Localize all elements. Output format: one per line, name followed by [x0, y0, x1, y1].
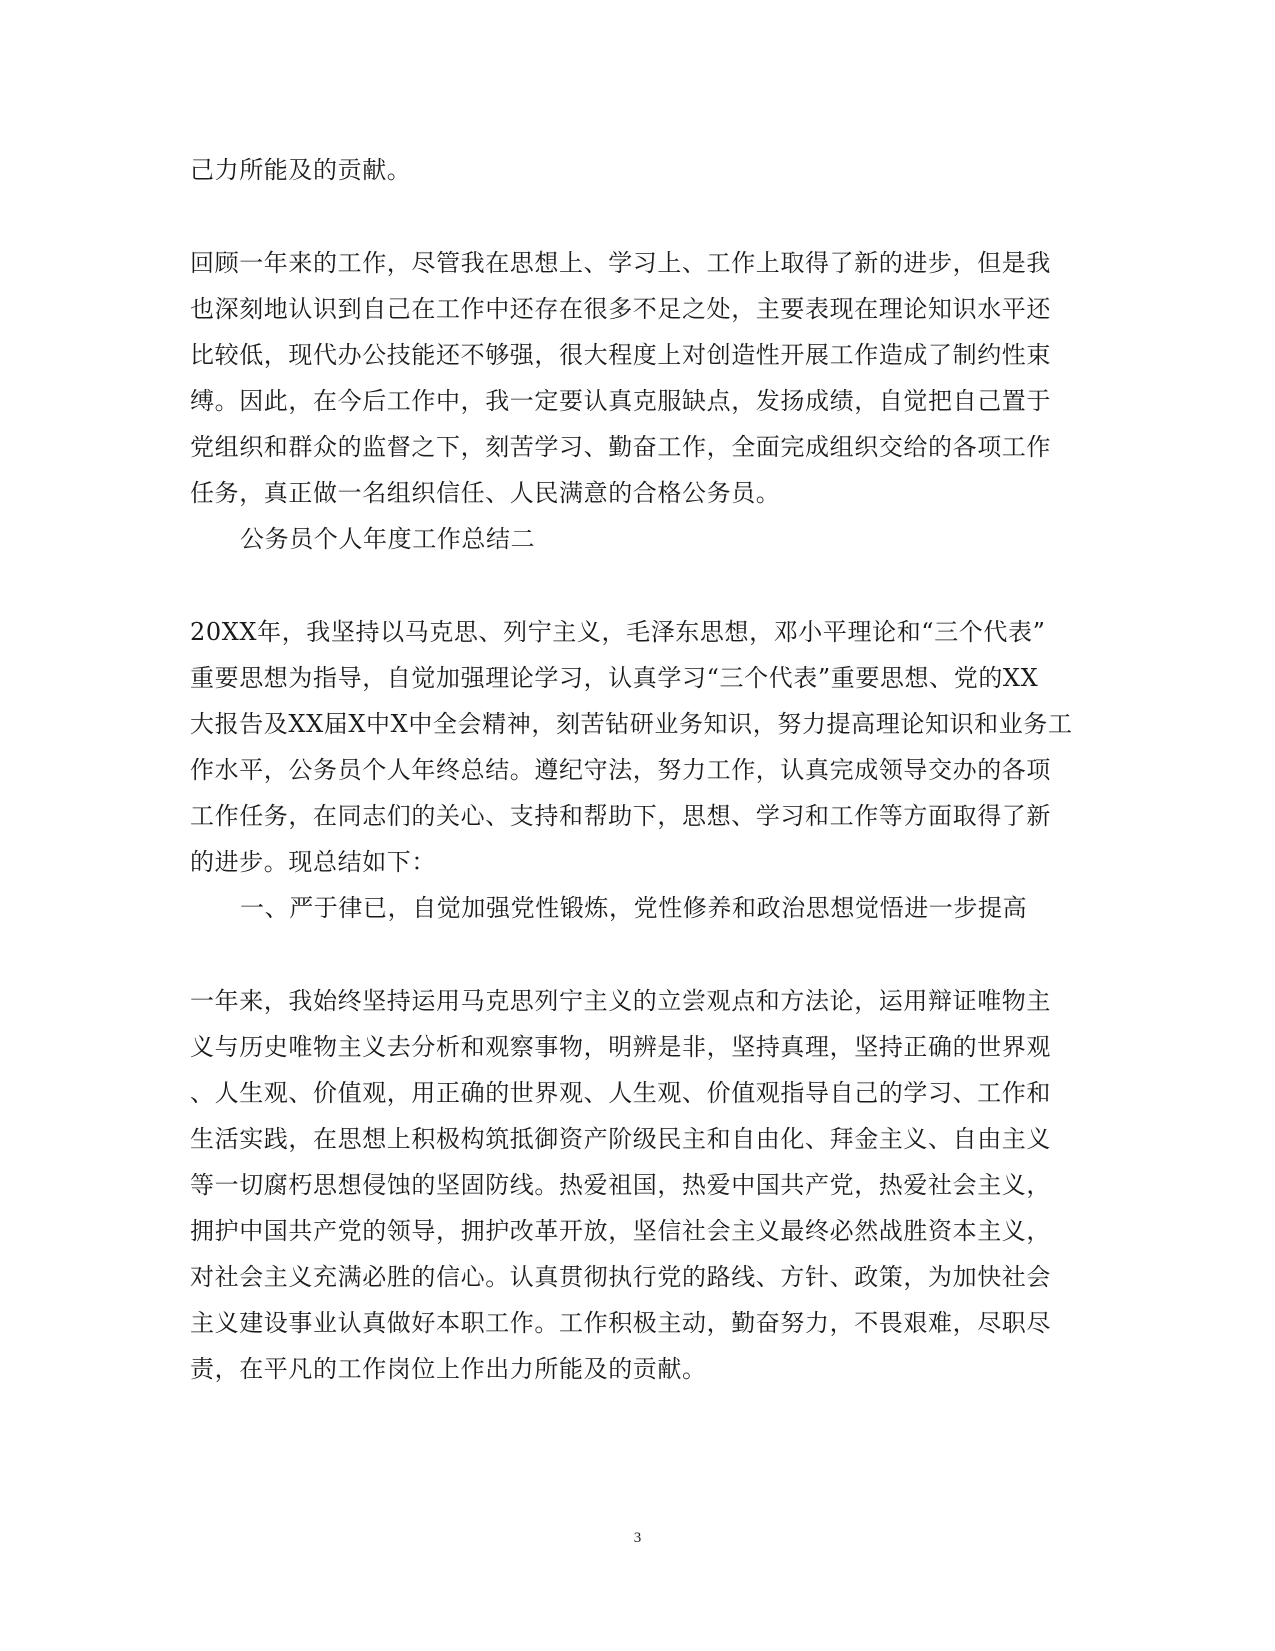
paragraph-4-line-4: 生活实践，在思想上积极构筑抵御资产阶级民主和自由化、拜金主义、自由主义 — [190, 1125, 1051, 1153]
paragraph-3-line-1: 20XX年，我坚持以马克思、列宁主义，毛泽东思想，邓小平理论和“三个代表” — [190, 618, 1046, 646]
paragraph-2-line-3: 比较低，现代办公技能还不够强，很大程度上对创造性开展工作造成了制约性束 — [190, 341, 1051, 369]
paragraph-1-line-1: 己力所能及的贡献。 — [190, 156, 412, 184]
paragraph-2-line-4: 缚。因此，在今后工作中，我一定要认真克服缺点，发扬成绩，自觉把自己置于 — [190, 387, 1051, 415]
paragraph-2-line-5: 党组织和群众的监督之下，刻苦学习、勤奋工作，全面完成组织交给的各项工作 — [190, 433, 1051, 461]
paragraph-4-line-7: 对社会主义充满必胜的信心。认真贯彻执行党的路线、方针、政策，为加快社会 — [190, 1263, 1051, 1291]
paragraph-3-line-2: 重要思想为指导，自觉加强理论学习，认真学习“三个代表”重要思想、党的XX — [190, 664, 1039, 692]
paragraph-3-line-6: 的进步。现总结如下： — [190, 848, 436, 876]
paragraph-3-line-4: 作水平，公务员个人年终总结。遵纪守法，努力工作，认真完成领导交办的各项 — [190, 756, 1051, 784]
page-number: 3 — [633, 1530, 642, 1546]
paragraph-4-line-2: 义与历史唯物主义去分析和观察事物，明辨是非，坚持真理，坚持正确的世界观 — [190, 1033, 1051, 1061]
paragraph-4-line-8: 主义建设事业认真做好本职工作。工作积极主动，勤奋努力，不畏艰难，尽职尽 — [190, 1309, 1051, 1337]
section-heading-1: 一、严于律已，自觉加强党性锻炼，党性修养和政治思想觉悟进一步提高 — [240, 894, 1028, 922]
paragraph-3-line-3: 大报告及XX届X中X中全会精神，刻苦钻研业务知识，努力提高理论知识和业务工 — [190, 710, 1073, 738]
paragraph-2-line-1: 回顾一年来的工作，尽管我在思想上、学习上、工作上取得了新的进步，但是我 — [190, 249, 1051, 277]
paragraph-4-line-6: 拥护中国共产党的领导，拥护改革开放，坚信社会主义最终必然战胜资本主义， — [190, 1217, 1051, 1245]
paragraph-4-line-5: 等一切腐朽思想侵蚀的坚固防线。热爱祖国，热爱中国共产党，热爱社会主义， — [190, 1171, 1051, 1199]
section-heading-summary-2: 公务员个人年度工作总结二 — [240, 525, 536, 553]
paragraph-2-line-2: 也深刻地认识到自己在工作中还存在很多不足之处，主要表现在理论知识水平还 — [190, 295, 1051, 323]
paragraph-3-line-5: 工作任务，在同志们的关心、支持和帮助下，思想、学习和工作等方面取得了新 — [190, 802, 1051, 830]
paragraph-4-line-3: 、人生观、价值观，用正确的世界观、人生观、价值观指导自己的学习、工作和 — [190, 1079, 1051, 1107]
paragraph-4-line-1: 一年来，我始终坚持运用马克思列宁主义的立尝观点和方法论，运用辩证唯物主 — [190, 987, 1051, 1015]
paragraph-2-line-6: 任务，真正做一名组织信任、人民满意的合格公务员。 — [190, 479, 781, 507]
paragraph-4-line-9: 责，在平凡的工作岗位上作出力所能及的贡献。 — [190, 1355, 707, 1383]
